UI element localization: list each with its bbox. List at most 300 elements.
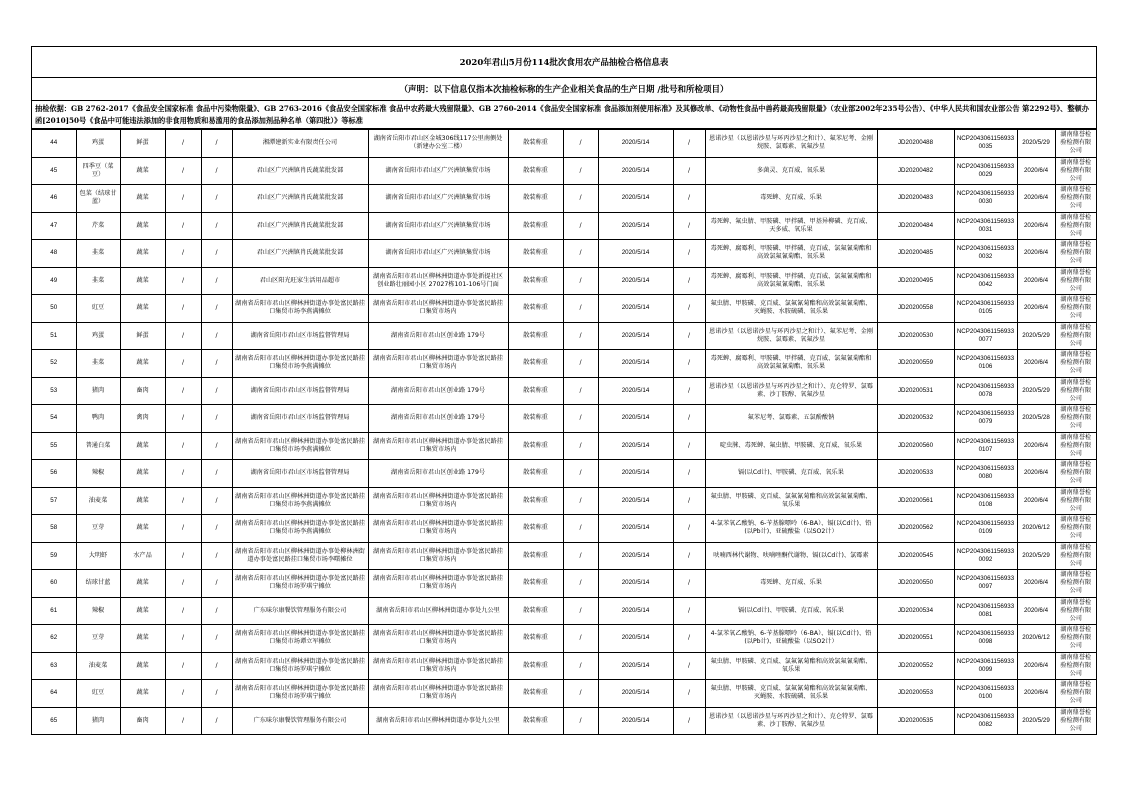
cell-producer: 湘潭建新实业有限责任公司 xyxy=(232,130,368,158)
cell-specification: 散装称重 xyxy=(508,707,563,735)
cell-testing-agency: 湖南鼎誉检验检测有限公司 xyxy=(1055,130,1096,158)
cell-sample-number: NCP20430611569330098 xyxy=(954,625,1017,653)
cell-report-number: JD20200495 xyxy=(877,267,954,295)
cell-report-number: JD20200530 xyxy=(877,322,954,350)
cell-production-date: 2020/5/14 xyxy=(598,652,673,680)
cell-production-date: 2020/5/14 xyxy=(598,295,673,323)
cell-test-items: 氟虫腈、甲胺磷、克百威、氯氟氰菊酯和高效氯氟氰菊酯、灭蝇胺、水胺硫磷、氧乐果 xyxy=(705,680,877,708)
cell-row-number: 49 xyxy=(32,267,76,295)
cell-production-date: 2020/5/14 xyxy=(598,212,673,240)
cell-report-number: JD20200545 xyxy=(877,542,954,570)
cell-category: 蔬菜 xyxy=(120,570,165,598)
cell-test-items: 4-氯苯氧乙酸钠、6-苄基腺嘌呤（6-BA）、镉(以Cd计)、铅(以Pb计)、亚硫酸盐（以SO2计） xyxy=(705,515,877,543)
cell-test-items: 恩诺沙星（以恩诺沙星与环丙沙星之和计）、氟苯尼考、金刚烷胺、氯霉素、氧氟沙星 xyxy=(705,322,877,350)
cell-category: 禽肉 xyxy=(120,405,165,433)
cell-product-name: 芹菜 xyxy=(76,212,120,240)
cell-producer: 君山区阳光旺家生活用品超市 xyxy=(232,267,368,295)
cell-production-date: 2020/5/14 xyxy=(598,707,673,735)
cell-product-name: 结球甘蓝 xyxy=(76,570,120,598)
cell-production-date: 2020/5/14 xyxy=(598,597,673,625)
cell-sampled-unit: 湖南省岳阳市君山区柳林洲街道办事处富民路挂口集贸市场内 xyxy=(368,515,508,543)
cell-unknown-col-3: / xyxy=(165,295,201,323)
cell-unknown-col-4: / xyxy=(201,625,232,653)
cell-sample-number: NCP20430611569330030 xyxy=(954,185,1017,213)
cell-product-name: 油麦菜 xyxy=(76,652,120,680)
cell-product-name: 鸭肉 xyxy=(76,405,120,433)
cell-product-name: 豇豆 xyxy=(76,295,120,323)
cell-trademark: / xyxy=(563,515,598,543)
cell-unknown-col-10: / xyxy=(673,405,705,433)
cell-producer: 湖南省岳阳市君山区柳林洲街道办事处富民路挂口集贸市场谭立军摊位 xyxy=(232,625,368,653)
statement-row xyxy=(32,78,1096,101)
cell-producer: 湖南省岳阳市君山区柳林洲街道办事处富民路挂口集贸市场李燕满摊位 xyxy=(232,350,368,378)
cell-sampled-unit: 湖南省岳阳市君山区柳林洲街道办事处富民路挂口集贸市场内 xyxy=(368,542,508,570)
cell-specification: 散装称重 xyxy=(508,625,563,653)
cell-report-number: JD20200550 xyxy=(877,570,954,598)
cell-unknown-col-10: / xyxy=(673,185,705,213)
cell-category: 鲜蛋 xyxy=(120,322,165,350)
cell-specification: 散装称重 xyxy=(508,157,563,185)
cell-category: 水产品 xyxy=(120,542,165,570)
cell-unknown-col-3: / xyxy=(165,212,201,240)
table-row xyxy=(32,377,1096,405)
cell-unknown-col-4: / xyxy=(201,267,232,295)
cell-production-date: 2020/5/14 xyxy=(598,377,673,405)
cell-row-number: 45 xyxy=(32,157,76,185)
cell-testing-agency: 湖南鼎誉检验检测有限公司 xyxy=(1055,212,1096,240)
cell-production-date: 2020/5/14 xyxy=(598,130,673,158)
cell-unknown-col-10: / xyxy=(673,377,705,405)
cell-unknown-col-10: / xyxy=(673,432,705,460)
cell-unknown-col-10: / xyxy=(673,322,705,350)
cell-unknown-col-4: / xyxy=(201,295,232,323)
cell-specification: 散装称重 xyxy=(508,570,563,598)
cell-sampled-unit: 湖南省岳阳市君山区柳林洲街道办事处新提社区创业路壮丽园小区 27027栋101-106号门面 xyxy=(368,267,508,295)
cell-production-date: 2020/5/14 xyxy=(598,350,673,378)
cell-specification: 散装称重 xyxy=(508,267,563,295)
cell-unknown-col-10: / xyxy=(673,267,705,295)
cell-unknown-col-3: / xyxy=(165,570,201,598)
cell-producer: 湖南省岳阳市君山区市场监督管理局 xyxy=(232,322,368,350)
cell-unknown-col-4: / xyxy=(201,432,232,460)
cell-publish-date: 2020/6/4 xyxy=(1017,680,1055,708)
cell-unknown-col-10: / xyxy=(673,542,705,570)
table-row xyxy=(32,597,1096,625)
cell-production-date: 2020/5/14 xyxy=(598,542,673,570)
cell-sample-number: NCP20430611569330100 xyxy=(954,680,1017,708)
table-row xyxy=(32,570,1096,598)
cell-testing-agency: 湖南鼎誉检验检测有限公司 xyxy=(1055,157,1096,185)
cell-product-name: 鸡蛋 xyxy=(76,130,120,158)
cell-specification: 散装称重 xyxy=(508,212,563,240)
cell-testing-agency: 湖南鼎誉检验检测有限公司 xyxy=(1055,570,1096,598)
cell-unknown-col-3: / xyxy=(165,130,201,158)
cell-category: 蔬菜 xyxy=(120,652,165,680)
cell-report-number: JD20200553 xyxy=(877,680,954,708)
cell-sample-number: NCP20430611569330106 xyxy=(954,350,1017,378)
cell-sampled-unit: 湖南省岳阳市君山区广兴洲镇集贸市场 xyxy=(368,185,508,213)
table-row xyxy=(32,460,1096,488)
cell-category: 畜肉 xyxy=(120,377,165,405)
cell-row-number: 60 xyxy=(32,570,76,598)
cell-test-items: 4-氯苯氧乙酸钠、6-苄基腺嘌呤（6-BA）、镉(以Cd计)、铅(以Pb计)、亚硫酸盐（以SO2计） xyxy=(705,625,877,653)
cell-unknown-col-3: / xyxy=(165,680,201,708)
cell-trademark: / xyxy=(563,130,598,158)
cell-testing-agency: 湖南鼎誉检验检测有限公司 xyxy=(1055,542,1096,570)
cell-row-number: 62 xyxy=(32,625,76,653)
cell-row-number: 63 xyxy=(32,652,76,680)
table-row xyxy=(32,680,1096,708)
cell-publish-date: 2020/6/4 xyxy=(1017,597,1055,625)
cell-specification: 散装称重 xyxy=(508,240,563,268)
cell-row-number: 44 xyxy=(32,130,76,158)
cell-product-name: 四季豆（菜豆） xyxy=(76,157,120,185)
cell-publish-date: 2020/6/4 xyxy=(1017,157,1055,185)
cell-category: 蔬菜 xyxy=(120,185,165,213)
cell-report-number: JD20200482 xyxy=(877,157,954,185)
cell-sample-number: NCP20430611569330077 xyxy=(954,322,1017,350)
cell-specification: 散装称重 xyxy=(508,377,563,405)
cell-production-date: 2020/5/14 xyxy=(598,157,673,185)
cell-row-number: 59 xyxy=(32,542,76,570)
cell-publish-date: 2020/6/4 xyxy=(1017,460,1055,488)
cell-trademark: / xyxy=(563,707,598,735)
cell-category: 蔬菜 xyxy=(120,625,165,653)
cell-producer: 湖南省岳阳市君山区柳林洲街道办事处富民路挂口集贸市场李燕满摊位 xyxy=(232,432,368,460)
cell-producer: 君山区广兴洲镇肖氏蔬菜批发部 xyxy=(232,157,368,185)
cell-category: 蔬菜 xyxy=(120,295,165,323)
cell-producer: 湖南省岳阳市君山区柳林洲街道办事处富民路挂口集贸市场罗琪宁摊位 xyxy=(232,570,368,598)
cell-sampled-unit: 湖南省岳阳市君山区柳林洲街道办事处富民路挂口集贸市场内 xyxy=(368,652,508,680)
cell-unknown-col-3: / xyxy=(165,432,201,460)
cell-producer: 广东味尔康餐饮管理服务有限公司 xyxy=(232,707,368,735)
cell-product-name: 普通白菜 xyxy=(76,432,120,460)
basis-text: 抽检依据：GB 2762-2017《食品安全国家标准 食品中污染物限量》、GB 2763-2016《食品安全国家标准 食品中农药最大残留限量》、GB 2760-2014《食品安全国家标准 食品添加剂使用标准》及其修改单、《动物性食品中兽药最高残留限量》（农业部2002年235号公告）、《中华人民共和国农业部公告 第2292号》、整顿办函[2010]50号《食品中可能违法添加的非食用物质和易滥用的食品添加剂品种名单（第四批）》等标准 xyxy=(35,104,1089,125)
cell-production-date: 2020/5/14 xyxy=(598,432,673,460)
cell-sampled-unit: 湖南省岳阳市君山区柳林洲街道办事处富民路挂口集贸市场内 xyxy=(368,570,508,598)
cell-production-date: 2020/5/14 xyxy=(598,570,673,598)
cell-report-number: JD20200533 xyxy=(877,460,954,488)
cell-row-number: 61 xyxy=(32,597,76,625)
cell-row-number: 64 xyxy=(32,680,76,708)
cell-unknown-col-10: / xyxy=(673,487,705,515)
cell-sampled-unit: 湖南省岳阳市君山区柳林洲街道办事处富民路挂口集贸市场内 xyxy=(368,350,508,378)
cell-producer: 君山区广兴洲镇肖氏蔬菜批发部 xyxy=(232,212,368,240)
cell-specification: 散装称重 xyxy=(508,487,563,515)
cell-category: 蔬菜 xyxy=(120,487,165,515)
cell-trademark: / xyxy=(563,542,598,570)
table-row xyxy=(32,625,1096,653)
cell-product-name: 包菜（结球甘蓝） xyxy=(76,185,120,213)
cell-report-number: JD20200552 xyxy=(877,652,954,680)
cell-sample-number: NCP20430611569330105 xyxy=(954,295,1017,323)
cell-test-items: 毒死蜱、腐霉利、甲胺磷、甲拌磷、克百威、氯氟氰菊酯和高效氯氟氰菊酯、氧乐果 xyxy=(705,267,877,295)
cell-unknown-col-10: / xyxy=(673,157,705,185)
cell-sample-number: NCP20430611569330080 xyxy=(954,460,1017,488)
cell-product-name: 猪肉 xyxy=(76,377,120,405)
cell-row-number: 53 xyxy=(32,377,76,405)
cell-sample-number: NCP20430611569330108 xyxy=(954,487,1017,515)
cell-production-date: 2020/5/14 xyxy=(598,515,673,543)
cell-product-name: 豆芽 xyxy=(76,515,120,543)
cell-testing-agency: 湖南鼎誉检验检测有限公司 xyxy=(1055,487,1096,515)
cell-specification: 散装称重 xyxy=(508,460,563,488)
cell-unknown-col-10: / xyxy=(673,597,705,625)
cell-production-date: 2020/5/14 xyxy=(598,487,673,515)
cell-unknown-col-4: / xyxy=(201,130,232,158)
table-row xyxy=(32,350,1096,378)
cell-trademark: / xyxy=(563,460,598,488)
cell-trademark: / xyxy=(563,487,598,515)
cell-producer: 湖南省岳阳市君山区柳林洲街道办事处富民路挂口集贸市场罗琪宁摊位 xyxy=(232,680,368,708)
cell-unknown-col-3: / xyxy=(165,157,201,185)
cell-unknown-col-10: / xyxy=(673,707,705,735)
cell-unknown-col-10: / xyxy=(673,652,705,680)
cell-sampled-unit: 湖南省岳阳市君山区创业路 179号 xyxy=(368,377,508,405)
cell-publish-date: 2020/5/29 xyxy=(1017,707,1055,735)
table-row xyxy=(32,295,1096,323)
cell-sample-number: NCP20430611569330107 xyxy=(954,432,1017,460)
cell-product-name: 辣椒 xyxy=(76,460,120,488)
cell-unknown-col-3: / xyxy=(165,267,201,295)
cell-trademark: / xyxy=(563,185,598,213)
table-row xyxy=(32,707,1096,735)
cell-unknown-col-4: / xyxy=(201,185,232,213)
cell-test-items: 呋喃西林代谢物、呋喃唑酮代谢物、镉(以Cd计)、氯霉素 xyxy=(705,542,877,570)
cell-testing-agency: 湖南鼎誉检验检测有限公司 xyxy=(1055,432,1096,460)
cell-row-number: 65 xyxy=(32,707,76,735)
inspection-sheet xyxy=(31,46,1097,735)
cell-product-name: 韭菜 xyxy=(76,267,120,295)
cell-trademark: / xyxy=(563,350,598,378)
cell-sample-number: NCP20430611569330082 xyxy=(954,707,1017,735)
cell-specification: 散装称重 xyxy=(508,542,563,570)
cell-production-date: 2020/5/14 xyxy=(598,680,673,708)
cell-production-date: 2020/5/14 xyxy=(598,240,673,268)
cell-trademark: / xyxy=(563,240,598,268)
cell-sampled-unit: 湖南省岳阳市君山区柳林洲街道办事处富民路挂口集贸市场内 xyxy=(368,487,508,515)
cell-product-name: 油麦菜 xyxy=(76,487,120,515)
table-row xyxy=(32,487,1096,515)
cell-product-name: 豇豆 xyxy=(76,680,120,708)
cell-report-number: JD20200531 xyxy=(877,377,954,405)
table-row xyxy=(32,267,1096,295)
cell-trademark: / xyxy=(563,652,598,680)
cell-sampled-unit: 湖南省岳阳市君山区柳林洲街道办事处富民路挂口集贸市场内 xyxy=(368,680,508,708)
cell-unknown-col-10: / xyxy=(673,295,705,323)
cell-test-items: 多菌灵、克百威、氧乐果 xyxy=(705,157,877,185)
cell-unknown-col-3: / xyxy=(165,487,201,515)
cell-test-items: 毒死蜱、克百威、乐果 xyxy=(705,570,877,598)
cell-row-number: 50 xyxy=(32,295,76,323)
cell-product-name: 大明虾 xyxy=(76,542,120,570)
cell-testing-agency: 湖南鼎誉检验检测有限公司 xyxy=(1055,267,1096,295)
basis-row xyxy=(32,101,1096,129)
cell-product-name: 韭菜 xyxy=(76,350,120,378)
cell-publish-date: 2020/6/12 xyxy=(1017,515,1055,543)
cell-specification: 散装称重 xyxy=(508,130,563,158)
cell-publish-date: 2020/5/29 xyxy=(1017,130,1055,158)
cell-report-number: JD20200484 xyxy=(877,212,954,240)
cell-unknown-col-3: / xyxy=(165,625,201,653)
table-row xyxy=(32,185,1096,213)
cell-trademark: / xyxy=(563,570,598,598)
cell-testing-agency: 湖南鼎誉检验检测有限公司 xyxy=(1055,460,1096,488)
cell-specification: 散装称重 xyxy=(508,680,563,708)
cell-publish-date: 2020/6/4 xyxy=(1017,487,1055,515)
cell-trademark: / xyxy=(563,625,598,653)
cell-test-items: 氟虫腈、甲胺磷、克百威、氯氟氰菊酯和高效氯氟氰菊酯、灭蝇胺、水胺硫磷、氧乐果 xyxy=(705,295,877,323)
cell-specification: 散装称重 xyxy=(508,185,563,213)
cell-row-number: 46 xyxy=(32,185,76,213)
cell-unknown-col-4: / xyxy=(201,157,232,185)
cell-production-date: 2020/5/14 xyxy=(598,625,673,653)
cell-publish-date: 2020/6/4 xyxy=(1017,267,1055,295)
cell-specification: 散装称重 xyxy=(508,350,563,378)
cell-sample-number: NCP20430611569330042 xyxy=(954,267,1017,295)
cell-product-name: 豆芽 xyxy=(76,625,120,653)
cell-testing-agency: 湖南鼎誉检验检测有限公司 xyxy=(1055,707,1096,735)
cell-publish-date: 2020/6/4 xyxy=(1017,240,1055,268)
cell-producer: 君山区广兴洲镇肖氏蔬菜批发部 xyxy=(232,240,368,268)
cell-unknown-col-10: / xyxy=(673,460,705,488)
sheet-title xyxy=(32,47,1096,78)
cell-category: 蔬菜 xyxy=(120,267,165,295)
cell-report-number: JD20200488 xyxy=(877,130,954,158)
cell-producer: 湖南省岳阳市君山区柳林洲街道办事处柳林洲街道办事处富民路挂口集贸市场李曙摊位 xyxy=(232,542,368,570)
cell-sampled-unit: 湖南省岳阳市君山区柳林洲街道办事处九公里 xyxy=(368,597,508,625)
cell-product-name: 猪肉 xyxy=(76,707,120,735)
cell-specification: 散装称重 xyxy=(508,322,563,350)
cell-publish-date: 2020/5/28 xyxy=(1017,405,1055,433)
cell-producer: 湖南省岳阳市君山区市场监督管理局 xyxy=(232,405,368,433)
cell-publish-date: 2020/6/4 xyxy=(1017,212,1055,240)
cell-report-number: JD20200551 xyxy=(877,625,954,653)
cell-testing-agency: 湖南鼎誉检验检测有限公司 xyxy=(1055,680,1096,708)
cell-sampled-unit: 湖南省岳阳市君山区柳林洲街道办事处九公里 xyxy=(368,707,508,735)
cell-testing-agency: 湖南鼎誉检验检测有限公司 xyxy=(1055,350,1096,378)
cell-producer: 湖南省岳阳市君山区市场监督管理局 xyxy=(232,460,368,488)
cell-specification: 散装称重 xyxy=(508,652,563,680)
title-text: 2020年君山5月份114批次食用农产品抽检合格信息表 xyxy=(459,58,669,68)
cell-unknown-col-4: / xyxy=(201,542,232,570)
cell-sample-number: NCP20430611569330092 xyxy=(954,542,1017,570)
cell-unknown-col-10: / xyxy=(673,680,705,708)
cell-sampled-unit: 湖南省岳阳市君山区广兴洲镇集贸市场 xyxy=(368,240,508,268)
cell-unknown-col-4: / xyxy=(201,597,232,625)
cell-trademark: / xyxy=(563,267,598,295)
table-row xyxy=(32,212,1096,240)
cell-category: 蔬菜 xyxy=(120,432,165,460)
cell-category: 鲜蛋 xyxy=(120,130,165,158)
cell-sampled-unit: 湖南省岳阳市君山区创业路 179号 xyxy=(368,322,508,350)
cell-row-number: 54 xyxy=(32,405,76,433)
cell-category: 蔬菜 xyxy=(120,680,165,708)
cell-sample-number: NCP20430611569330079 xyxy=(954,405,1017,433)
cell-category: 蔬菜 xyxy=(120,515,165,543)
table-row xyxy=(32,652,1096,680)
cell-producer: 湖南省岳阳市君山区市场监督管理局 xyxy=(232,377,368,405)
cell-unknown-col-10: / xyxy=(673,625,705,653)
cell-product-name: 辣椒 xyxy=(76,597,120,625)
cell-test-items: 毒死蜱、腐霉利、甲胺磷、甲拌磷、克百威、氯氟氰菊酯和高效氯氟氰菊酯、氧乐果 xyxy=(705,240,877,268)
cell-report-number: JD20200535 xyxy=(877,707,954,735)
cell-producer: 湖南省岳阳市君山区柳林洲街道办事处富民路挂口集贸市场罗琪宁摊位 xyxy=(232,652,368,680)
cell-test-items: 恩诺沙星（以恩诺沙星与环丙沙星之和计）、克仑特罗、氯霉素、沙丁胺醇、氧氟沙星 xyxy=(705,707,877,735)
cell-publish-date: 2020/6/4 xyxy=(1017,350,1055,378)
cell-row-number: 57 xyxy=(32,487,76,515)
cell-category: 畜肉 xyxy=(120,707,165,735)
cell-row-number: 58 xyxy=(32,515,76,543)
table-row xyxy=(32,130,1096,158)
cell-production-date: 2020/5/14 xyxy=(598,267,673,295)
cell-sampled-unit: 湖南省岳阳市君山区创业路 179号 xyxy=(368,405,508,433)
cell-sampled-unit: 湖南省岳阳市君山区金城306线117公里南侧处（新建办公室二楼） xyxy=(368,130,508,158)
cell-publish-date: 2020/5/29 xyxy=(1017,542,1055,570)
table-row xyxy=(32,432,1096,460)
cell-trademark: / xyxy=(563,680,598,708)
cell-trademark: / xyxy=(563,322,598,350)
cell-producer: 广东味尔康餐饮管理服务有限公司 xyxy=(232,597,368,625)
cell-testing-agency: 湖南鼎誉检验检测有限公司 xyxy=(1055,185,1096,213)
statement-text: （声明：以下信息仅指本次抽检标称的生产企业相关食品的生产日期 /批号和所检项目） xyxy=(399,85,729,95)
cell-testing-agency: 湖南鼎誉检验检测有限公司 xyxy=(1055,625,1096,653)
cell-specification: 散装称重 xyxy=(508,295,563,323)
cell-testing-agency: 湖南鼎誉检验检测有限公司 xyxy=(1055,240,1096,268)
cell-sample-number: NCP20430611569330032 xyxy=(954,240,1017,268)
cell-report-number: JD20200562 xyxy=(877,515,954,543)
cell-specification: 散装称重 xyxy=(508,405,563,433)
table-row xyxy=(32,157,1096,185)
results-table xyxy=(32,129,1096,735)
cell-unknown-col-3: / xyxy=(165,322,201,350)
cell-unknown-col-10: / xyxy=(673,515,705,543)
cell-sampled-unit: 湖南省岳阳市君山区广兴洲镇集贸市场 xyxy=(368,157,508,185)
cell-report-number: JD20200560 xyxy=(877,432,954,460)
cell-trademark: / xyxy=(563,157,598,185)
cell-unknown-col-3: / xyxy=(165,707,201,735)
cell-sample-number: NCP20430611569330031 xyxy=(954,212,1017,240)
cell-unknown-col-4: / xyxy=(201,405,232,433)
cell-publish-date: 2020/6/4 xyxy=(1017,432,1055,460)
cell-test-items: 镉(以Cd计)、甲胺磷、克百威、氧乐果 xyxy=(705,460,877,488)
cell-report-number: JD20200534 xyxy=(877,597,954,625)
cell-test-items: 镉(以Cd计)、甲胺磷、克百威、氧乐果 xyxy=(705,597,877,625)
cell-test-items: 氟苯尼考、氯霉素、五氯酚酸钠 xyxy=(705,405,877,433)
cell-specification: 散装称重 xyxy=(508,597,563,625)
cell-testing-agency: 湖南鼎誉检验检测有限公司 xyxy=(1055,377,1096,405)
cell-sampled-unit: 湖南省岳阳市君山区柳林洲街道办事处富民路挂口集贸市场内 xyxy=(368,432,508,460)
cell-unknown-col-3: / xyxy=(165,542,201,570)
cell-unknown-col-4: / xyxy=(201,652,232,680)
cell-test-items: 氟虫腈、甲胺磷、克百威、氯氟氰菊酯和高效氯氟氰菊酯、氧乐果 xyxy=(705,652,877,680)
cell-row-number: 56 xyxy=(32,460,76,488)
cell-test-items: 毒死蜱、氟虫腈、甲胺磷、甲拌磷、甲基异柳磷、克百威、天多威、氧乐果 xyxy=(705,212,877,240)
cell-unknown-col-4: / xyxy=(201,377,232,405)
cell-production-date: 2020/5/14 xyxy=(598,405,673,433)
cell-category: 蔬菜 xyxy=(120,240,165,268)
cell-production-date: 2020/5/14 xyxy=(598,460,673,488)
table-row xyxy=(32,515,1096,543)
cell-publish-date: 2020/5/29 xyxy=(1017,322,1055,350)
cell-unknown-col-10: / xyxy=(673,350,705,378)
cell-report-number: JD20200561 xyxy=(877,487,954,515)
cell-unknown-col-3: / xyxy=(165,240,201,268)
cell-test-items: 毒死蜱、克百威、乐果 xyxy=(705,185,877,213)
cell-unknown-col-3: / xyxy=(165,460,201,488)
cell-producer: 君山区广兴洲镇肖氏蔬菜批发部 xyxy=(232,185,368,213)
cell-unknown-col-3: / xyxy=(165,405,201,433)
